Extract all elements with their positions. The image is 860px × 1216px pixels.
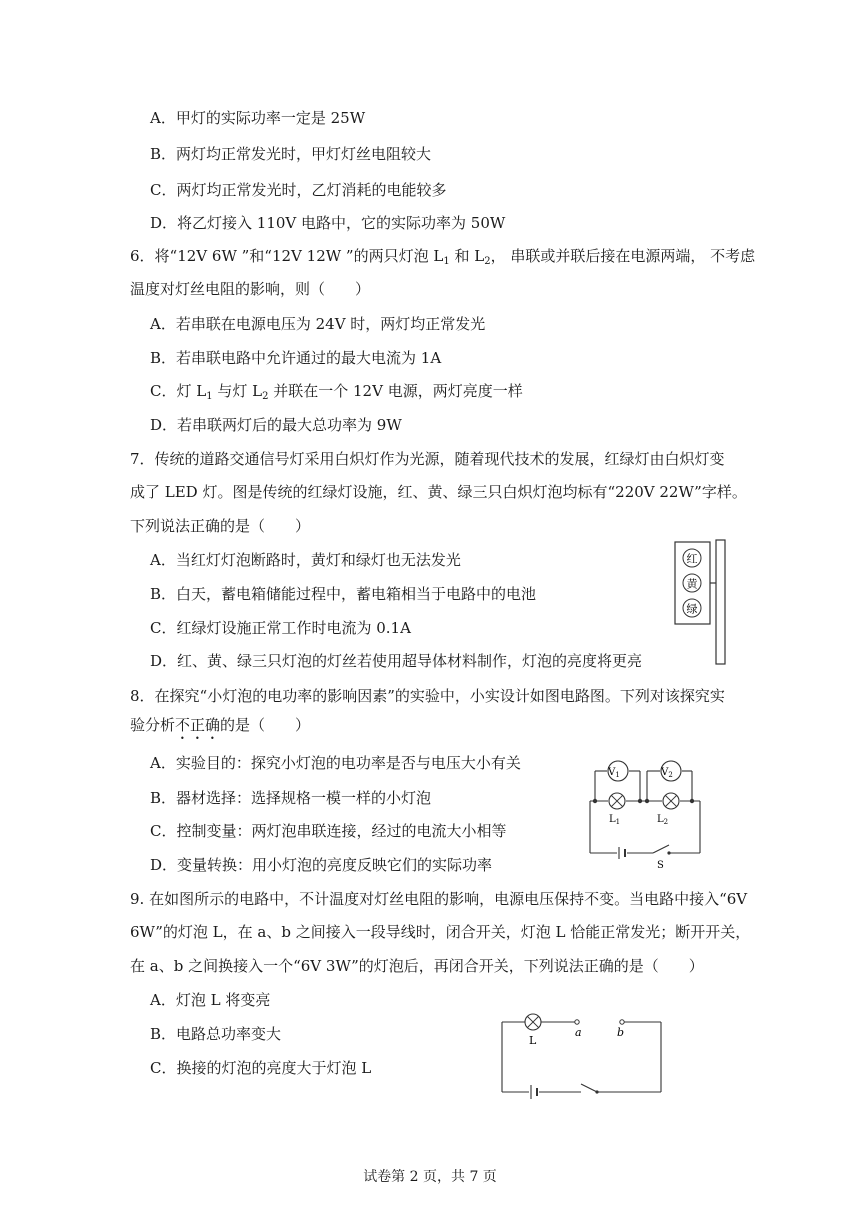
traffic-light-figure <box>670 538 732 666</box>
red-light-label: 红 <box>686 552 698 566</box>
q9-option-b: B．电路总功率变大 <box>150 1025 282 1043</box>
q6-stem-line2: 温度对灯丝电阻的影响，则（ ） <box>130 280 371 298</box>
q7-option-c: C．红绿灯设施正常工作时电流为 0.1A <box>150 619 411 637</box>
q9-option-a: A．灯泡 L 将变亮 <box>150 991 271 1009</box>
q8-stem-line1: 8．在探究“小灯泡的电功率的影响因素”的实验中，小实设计如图电路图。下列对该探究实 <box>130 687 725 705</box>
yellow-light-label: 黄 <box>686 577 698 591</box>
q9-circuit-figure <box>497 1010 667 1102</box>
q8-stem-line2: 验分析不正确的是（ ） <box>130 716 311 734</box>
q6-stem-line1: 6．将“12V 6W ”和“12V 12W ”的两只灯泡 $L_1$ 和 $L_2$， 串联或并联后接在电源两端， 不考虑 <box>130 247 756 267</box>
terminal-a-label: a <box>575 1026 582 1039</box>
q8-circuit-figure <box>585 758 710 870</box>
terminal-b-label: b <box>617 1026 625 1039</box>
junction-dot <box>638 799 642 803</box>
junction-dot <box>593 799 597 803</box>
q5-option-d: D．将乙灯接入 110V 电路中，它的实际功率为 50W <box>150 214 506 232</box>
q9-stem-line3: 在 a、b 之间换接入一个“6V 3W”的灯泡后，再闭合开关，下列说法正确的是（ ） <box>130 957 704 975</box>
q8-option-c: C．控制变量：两灯泡串联连接，经过的电流大小相等 <box>150 822 507 840</box>
green-light-label: 绿 <box>686 602 698 616</box>
v2-label: $V_2$ <box>661 767 673 779</box>
page-footer: 试卷第 2 页，共 7 页 <box>363 1169 497 1185</box>
q6-option-b: B．若串联电路中允许通过的最大电流为 1A <box>150 349 442 367</box>
q6-option-a: A．若串联在电源电压为 24V 时，两灯均正常发光 <box>150 315 486 333</box>
traffic-light-pole <box>716 540 725 664</box>
lamp-l-label: L <box>529 1034 537 1047</box>
q5-option-a: A．甲灯的实际功率一定是 25W <box>150 109 366 127</box>
switch-label: S <box>657 860 664 870</box>
q7-stem-line2: 成了 LED 灯。图是传统的红绿灯设施，红、黄、绿三只白炽灯泡均标有“220V 22W”字样。 <box>130 483 747 501</box>
switch-contact-dot <box>595 1090 598 1093</box>
junction-dot <box>690 799 694 803</box>
q8-option-d: D．变量转换：用小灯泡的亮度反映它们的实际功率 <box>150 856 493 874</box>
terminal-b-dot <box>620 1020 624 1024</box>
q7-option-b: B．白天，蓄电箱储能过程中，蓄电箱相当于电路中的电池 <box>150 585 537 603</box>
switch-contact-dot <box>667 851 670 854</box>
terminal-a-dot <box>575 1020 579 1024</box>
q7-stem-line3: 下列说法正确的是（ ） <box>130 517 311 535</box>
v1-label: $V_1$ <box>608 767 620 779</box>
q8-option-a: A．实验目的：探究小灯泡的电功率是否与电压大小有关 <box>150 754 521 772</box>
l1-label: $L_1$ <box>609 814 621 826</box>
q9-stem-line2: 6W”的灯泡 L，在 a、b 之间接入一段导线时，闭合开关，灯泡 L 恰能正常发光；断开开关， <box>130 923 751 941</box>
l2-label: $L_2$ <box>657 814 669 826</box>
q9-option-c: C．换接的灯泡的亮度大于灯泡 L <box>150 1059 372 1077</box>
q6-option-d: D．若串联两灯后的最大总功率为 9W <box>150 416 402 434</box>
emphasized-not-correct: 不正确 <box>175 716 221 734</box>
junction-dot <box>645 799 649 803</box>
q9-stem-line1: 9. 在如图所示的电路中，不计温度对灯丝电阻的影响，电源电压保持不变。当电路中接入“6V <box>130 890 748 908</box>
q6-option-c: C．灯 $L_1$ 与灯 $L_2$ 并联在一个 12V 电源，两灯亮度一样 <box>150 382 523 402</box>
q5-option-c: C．两灯均正常发光时，乙灯消耗的电能较多 <box>150 181 447 199</box>
q7-option-d: D．红、黄、绿三只灯泡的灯丝若使用超导体材料制作，灯泡的亮度将更亮 <box>150 652 643 670</box>
q8-option-b: B．器材选择：选择规格一模一样的小灯泡 <box>150 789 432 807</box>
q5-option-b: B．两灯均正常发光时，甲灯灯丝电阻较大 <box>150 145 432 163</box>
q7-option-a: A．当红灯灯泡断路时，黄灯和绿灯也无法发光 <box>150 551 461 569</box>
q7-stem-line1: 7．传统的道路交通信号灯采用白炽灯作为光源，随着现代技术的发展，红绿灯由白炽灯变 <box>130 450 725 468</box>
